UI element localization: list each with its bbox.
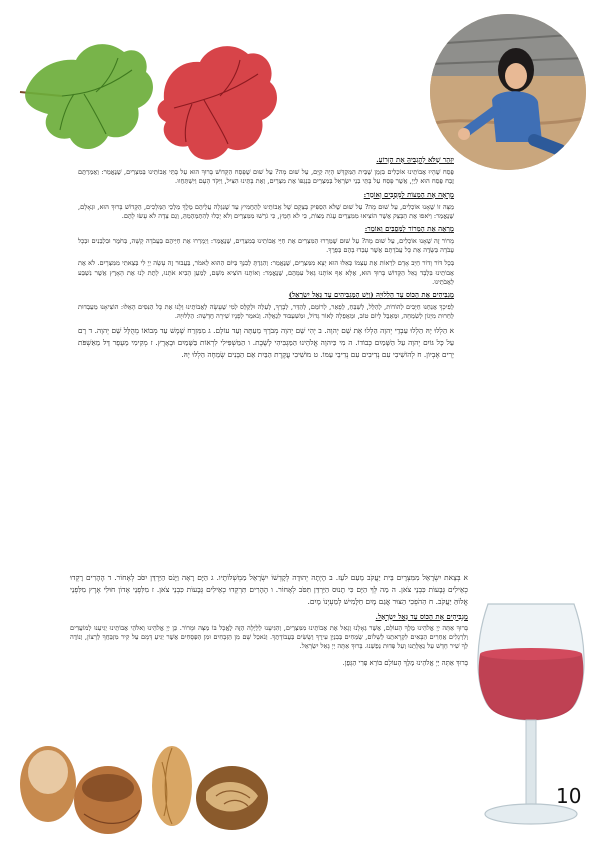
- geula-heading: מַגְבִּיהִים אֶת הַכּוֹס עַד גָּאַל יִשְׂרָאֵל.: [375, 612, 468, 621]
- matzah-heading: מַרְאֶה אֶת הַמַּצּוֹת לַמְּסֻבִּים וְאוֹמֵר:: [363, 190, 454, 199]
- lefichach-paragraph: לְפִיכָךְ אֲנַחְנוּ חַיָּבִים לְהוֹדוֹת, לְהַלֵּל, לְשַׁבֵּחַ, לְפָאֵר, לְרוֹמֵם, לְהַדֵּר, לְבָרֵךְ, לְעַלֵּה וּלְקַלֵּס לְמִי שֶׁעָשָׂה לַאֲבוֹתֵינוּ וְלָנוּ אֶת כָּל הַנִּסִּים הָאֵלּוּ: הוֹצִיאָנוּ מֵעַבְדוּת לְחֵרוּת מִיָּגוֹן לְשִׂמְחָה, וּמֵאֵבֶל לְיוֹם טוֹב, וּמֵאֲפֵלָה לְאוֹר גָּדוֹל, וּמִשִּׁעְבּוּד לִגְאֻלָּה. וְנֹאמַר לְפָנָיו שִׁירָה חֲדָשָׁה: הַלְלוּיָהּ.: [78, 303, 454, 321]
- page-number: 10: [556, 784, 582, 808]
- wine-blessing: בָּרוּךְ אַתָּה יְיָ אֱלֹהֵינוּ מֶלֶךְ הָעוֹלָם בּוֹרֵא פְּרִי הַגָּפֶן.: [342, 658, 468, 667]
- haggadah-lower-text: [70, 572, 468, 672]
- bechol-dor-paragraph: בְּכָל דּוֹר וָדוֹר חַיָּב אָדָם לִרְאוֹת אֶת עַצְמוֹ כְּאִלּוּ הוּא יָצָא מִמִּצְרַיִם, שֶׁנֶּאֱמַר: וְהִגַּדְתָּ לְבִנְךָ בַּיּוֹם הַהוּא לֵאמֹר, בַּעֲבוּר זֶה עָשָׂה יְיָ לִי בְּצֵאתִי מִמִּצְרָיִם. לֹא אֶת אֲבוֹתֵינוּ בִּלְבָד גָּאַל הַקָּדוֹשׁ בָּרוּךְ הוּא, אֶלָּא אַף אוֹתָנוּ גָּאַל עִמָּהֶם, שֶׁנֶּאֱמַר: וְאוֹתָנוּ הוֹצִיא מִשָּׁם, לְמַעַן הָבִיא אֹתָנוּ, לָתֶת לָנוּ אֶת הָאָרֶץ אֲשֶׁר נִשְׁבַּע לַאֲבֹתֵינוּ.: [78, 259, 454, 286]
- nuts-illustration: [12, 712, 274, 842]
- intro-heading: יִזָּהֵר שֶׁלֹּא לְהַגְבִּיהַּ אֶת הַזְּרוֹעַ.: [376, 156, 454, 164]
- grape-leaves-illustration: [14, 30, 284, 170]
- pesach-paragraph: פֶּסַח שֶׁהָיוּ אֲבוֹתֵינוּ אוֹכְלִים בִּזְמַן שֶׁבֵּית הַמִּקְדָּשׁ הָיָה קַיָּם, עַל שׁוּם מָה? עַל שׁוּם שֶׁפָּסַח הַקָּדוֹשׁ בָּרוּךְ הוּא עַל בָּתֵּי אֲבוֹתֵינוּ בְּמִצְרַיִם, שֶׁנֶּאֱמַר: וַאֲמַרְתֶּם זֶבַח פֶּסַח הוּא לַיְיָ, אֲשֶׁר פָּסַח עַל בָּתֵּי בְנֵי יִשְׂרָאֵל בְּמִצְרַיִם בְּנָגְפּוֹ אֶת מִצְרַיִם, וְאֶת בָּתֵּינוּ הִצִּיל, וַיִּקֹּד הָעָם וַיִּשְׁתַּחֲווּ.: [78, 168, 454, 186]
- child-playing-in-sand-photo: [430, 14, 586, 170]
- hallel-psalm-paragraph: א הַלְלוּ יָהּ הַלְלוּ עַבְדֵי יְהוָה הַלְלוּ אֶת שֵׁם יְהוָה. ב יְהִי שֵׁם יְהוָה מְבֹרָךְ מֵעַתָּה וְעַד עוֹלָם. ג מִמִּזְרַח שֶׁמֶשׁ עַד מְבוֹאוֹ מְהֻלָּל שֵׁם יְהוָה. ד רָם עַל כָּל גּוֹיִם יְהוָה עַל הַשָּׁמַיִם כְּבוֹדוֹ. ה מִי כַּיהוָה אֱלֹהֵינוּ הַמַּגְבִּיהִי לָשָׁבֶת. ו הַמַּשְׁפִּילִי לִרְאוֹת בַּשָּׁמַיִם וּבָאָרֶץ. ז מְקִימִי מֵעָפָר דָּל מֵאַשְׁפֹּת יָרִים אֶבְיוֹן. ח לְהוֹשִׁיבִי עִם נְדִיבִים עִם נְדִיבֵי עַמּוֹ. ט מוֹשִׁיבִי עֲקֶרֶת הַבַּיִת אֵם הַבָּנִים שְׂמֵחָה הַלְלוּ יָהּ.: [78, 326, 454, 359]
- red-leaf: [158, 46, 277, 160]
- green-leaf: [25, 44, 153, 149]
- maror-heading: מַרְאֶה אֶת הַמָּרוֹר לַמְּסֻבִּים וְאוֹמֵר:: [364, 225, 454, 234]
- matzah-paragraph: מַצָּה זוֹ שֶׁאָנוּ אוֹכְלִים, עַל שׁוּם מָה? עַל שׁוּם שֶׁלֹּא הִסְפִּיק בְּצֵקָם שֶׁל אֲבוֹתֵינוּ לְהַחֲמִיץ עַד שֶׁנִּגְלָה עֲלֵיהֶם מֶלֶךְ מַלְכֵי הַמְּלָכִים, הַקָּדוֹשׁ בָּרוּךְ הוּא, וּגְאָלָם, שֶׁנֶּאֱמַר: וַיֹּאפוּ אֶת הַבָּצֵק אֲשֶׁר הוֹצִיאוּ מִמִּצְרַיִם עֻגֹת מַצּוֹת, כִּי לֹא חָמֵץ, כִּי גֹרְשׁוּ מִמִּצְרַיִם וְלֹא יָכְלוּ לְהִתְמַהְמֵהַּ, וְגַם צֵדָה לֹא עָשׂוּ לָהֶם.: [78, 202, 454, 220]
- lefichach-heading: מַגְבִּיהִים אֶת הַכּוֹס עַד הַלְלוּיָהּ (וְיֵשׁ הַמַּגְבִּיהִים עַד גָּאַל יִשְׂרָאֵל): [288, 291, 454, 300]
- geula-paragraph: בָּרוּךְ אַתָּה יְיָ אֱלֹהֵינוּ מֶלֶךְ הָעוֹלָם, אֲשֶׁר גְּאָלָנוּ וְגָאַל אֶת אֲבוֹתֵינוּ מִמִּצְרַיִם, וְהִגִּיעָנוּ לַלַּיְלָה הַזֶּה לֶאֱכָל בּוֹ מַצָּה וּמָרוֹר. כֵּן יְיָ אֱלֹהֵינוּ וֵאלֹהֵי אֲבוֹתֵינוּ יַגִּיעֵנוּ לְמוֹעֲדִים וְלִרְגָלִים אֲחֵרִים הַבָּאִים לִקְרָאתֵנוּ לְשָׁלוֹם, שְׂמֵחִים בְּבִנְיַן עִירֶךָ וְשָׂשִׂים בַּעֲבוֹדָתֶךָ. וְנֹאכַל שָׁם מִן הַזְּבָחִים וּמִן הַפְּסָחִים אֲשֶׁר יַגִּיעַ דָּמָם עַל קִיר מִזְבַּחֲךָ לְרָצוֹן, וְנוֹדֶה לְךָ שִׁיר חָדָשׁ עַל גְּאֻלָּתֵנוּ וְעַל פְּדוּת נַפְשֵׁנוּ. בָּרוּךְ אַתָּה יְיָ גָּאַל יִשְׂרָאֵל.: [70, 623, 468, 651]
- haggadah-upper-text: [78, 152, 454, 364]
- maror-paragraph: מָרוֹר זֶה שֶׁאָנוּ אוֹכְלִים, עַל שׁוּם מָה? עַל שׁוּם שֶׁמֵּרְרוּ הַמִּצְרִים אֶת חַיֵּי אֲבוֹתֵינוּ בְּמִצְרַיִם, שֶׁנֶּאֱמַר: וַיְמָרְרוּ אֶת חַיֵּיהֶם בַּעֲבֹדָה קָשָׁה, בְּחֹמֶר וּבִלְבֵנִים וּבְכָל עֲבֹדָה בַּשָּׂדֶה אֶת כָּל עֲבֹדָתָם אֲשֶׁר עָבְדוּ בָהֶם בְּפָרֶךְ.: [78, 237, 454, 255]
- betzet-psalm-paragraph: א בְּצֵאת יִשְׂרָאֵל מִמִּצְרָיִם בֵּית יַעֲקֹב מֵעַם לֹעֵז. ב הָיְתָה יְהוּדָה לְקָדְשׁוֹ יִשְׂרָאֵל מַמְשְׁלוֹתָיו. ג הַיָּם רָאָה וַיָּנֹס הַיַּרְדֵּן יִסֹּב לְאָחוֹר. ד הֶהָרִים רָקְדוּ כְאֵילִים גְּבָעוֹת כִּבְנֵי צֹאן. ה מַה לְּךָ הַיָּם כִּי תָנוּס הַיַּרְדֵּן תִּסֹּב לְאָחוֹר. ו הֶהָרִים תִּרְקְדוּ כְאֵילִים גְּבָעוֹת כִּבְנֵי צֹאן. ז מִלִּפְנֵי אָדוֹן חוּלִי אָרֶץ מִלִּפְנֵי אֱלוֹהַּ יַעֲקֹב. ח הַהֹפְכִי הַצּוּר אֲגַם מָיִם חַלָּמִישׁ לְמַעְיְנוֹ מָיִם.: [70, 573, 468, 607]
